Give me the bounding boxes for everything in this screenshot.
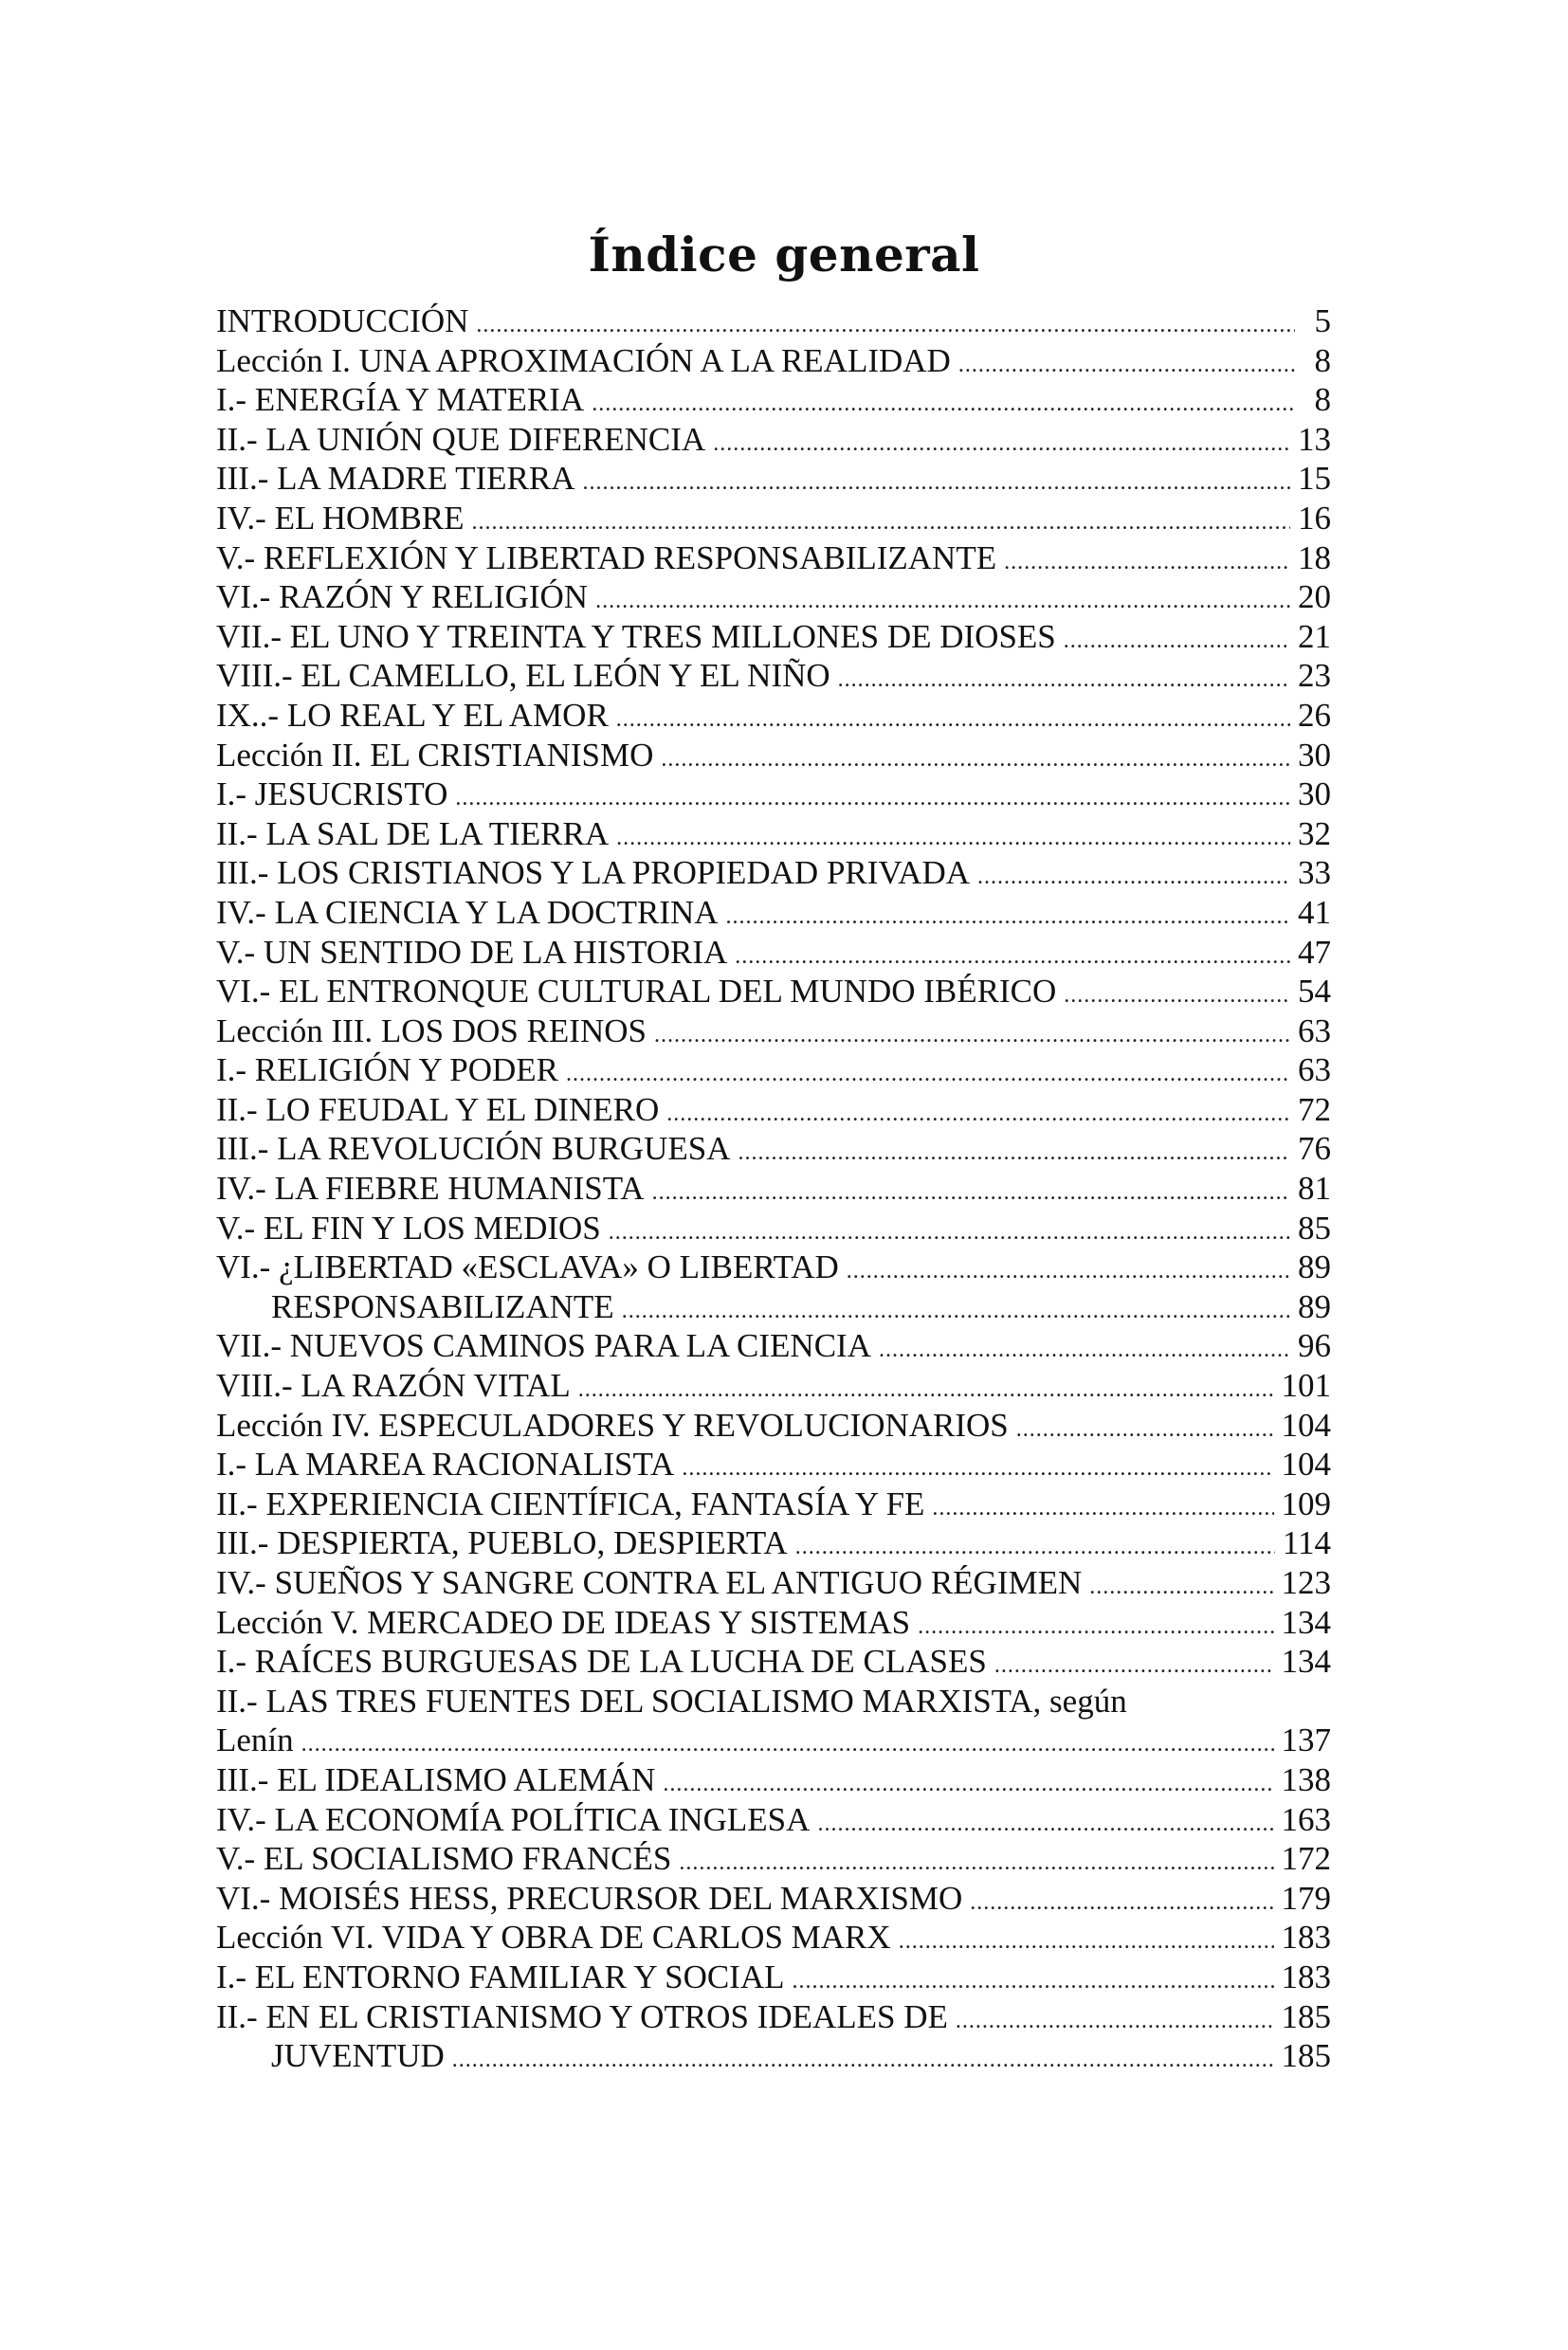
toc-entry-page: 89 <box>1298 1248 1331 1286</box>
dot-leader <box>958 346 1295 381</box>
toc-entry-label: RESPONSABILIZANTE <box>271 1287 614 1325</box>
toc-entry[interactable] <box>216 1011 1331 1051</box>
toc-entry-label: III.- LA MADRE TIERRA <box>216 460 575 498</box>
toc-entry-label: II.- LO FEUDAL Y EL DINERO <box>216 1090 660 1128</box>
dot-leader <box>682 1449 1273 1485</box>
toc-entry-page: 76 <box>1298 1130 1331 1168</box>
dot-leader <box>738 1134 1290 1169</box>
dot-leader <box>977 858 1290 893</box>
toc-entry-label: IV.- SUEÑOS Y SANGRE CONTRA EL ANTIGUO RÉGIMEN <box>216 1564 1083 1601</box>
toc-entry[interactable] <box>216 1918 1331 1958</box>
toc-entry[interactable] <box>216 499 1331 538</box>
toc-entry[interactable] <box>216 1209 1331 1248</box>
dot-leader <box>956 2002 1274 2037</box>
toc-entry-label: I.- LA MAREA RACIONALISTA <box>216 1446 675 1484</box>
toc-entry-label: Lección I. UNA APROXIMACIÓN A LA REALIDAD <box>216 341 951 379</box>
toc-entry-page: 101 <box>1281 1367 1331 1405</box>
dot-leader <box>616 819 1290 854</box>
toc-entry-label: IV.- LA FIEBRE HUMANISTA <box>216 1170 645 1208</box>
dot-leader <box>566 1055 1290 1090</box>
toc-entry[interactable] <box>216 420 1331 460</box>
toc-entry[interactable] <box>216 1287 1331 1327</box>
toc-entry[interactable] <box>216 1523 1331 1563</box>
toc-entry-label: Lección II. EL CRISTIANISMO <box>216 736 654 774</box>
toc-entry-page: 104 <box>1281 1446 1331 1484</box>
toc-entry-label: V.- EL SOCIALISMO FRANCÉS <box>216 1840 672 1878</box>
toc-entry-page: 163 <box>1281 1800 1331 1838</box>
toc-entry[interactable] <box>216 459 1331 499</box>
dot-leader <box>654 1016 1290 1051</box>
toc-entry[interactable] <box>216 380 1331 420</box>
toc-entry-label: II.- LA UNIÓN QUE DIFERENCIA <box>216 420 706 458</box>
toc-entry-label: Lección V. MERCADEO DE IDEAS Y SISTEMAS <box>216 1603 911 1641</box>
toc-entry[interactable] <box>216 972 1331 1011</box>
dot-leader <box>1064 622 1290 657</box>
toc-entry-label: IX..- LO REAL Y EL AMOR <box>216 696 609 734</box>
toc-entry-page: 26 <box>1298 696 1331 734</box>
toc-entry[interactable] <box>216 853 1331 893</box>
dot-leader <box>817 1805 1273 1840</box>
toc-entry[interactable] <box>216 893 1331 933</box>
toc-entry[interactable] <box>216 1603 1331 1643</box>
toc-entry-page: 72 <box>1298 1090 1331 1128</box>
toc-entry-page: 20 <box>1298 578 1331 616</box>
toc-entry-page: 179 <box>1281 1879 1331 1917</box>
toc-entry-label: I.- RAÍCES BURGUESAS DE LA LUCHA DE CLASES <box>216 1643 987 1681</box>
toc-entry-label: VI.- MOISÉS HESS, PRECURSOR DEL MARXISMO <box>216 1879 963 1917</box>
toc-entry[interactable] <box>216 1485 1331 1524</box>
toc-entry-page: 23 <box>1298 657 1331 695</box>
toc-entry-label: VI.- EL ENTRONQUE CULTURAL DEL MUNDO IBÉRICO <box>216 973 1057 1011</box>
dot-leader <box>609 1213 1290 1248</box>
toc-entry-page: 8 <box>1314 341 1331 379</box>
toc-entry-page: 5 <box>1314 302 1331 339</box>
toc-entry-label: VI.- RAZÓN Y RELIGIÓN <box>216 578 589 616</box>
toc-entry[interactable] <box>216 1248 1331 1287</box>
dot-leader <box>795 1528 1275 1563</box>
toc-entry-page: 21 <box>1298 617 1331 655</box>
toc-entry-label: IV.- LA ECONOMÍA POLÍTICA INGLESA <box>216 1800 811 1838</box>
toc-entry-label: V.- REFLEXIÓN Y LIBERTAD RESPONSABILIZANTE <box>216 538 997 576</box>
dot-leader <box>661 740 1290 775</box>
toc-entry-page: 134 <box>1281 1603 1331 1641</box>
toc-entry-label: III.- LA REVOLUCIÓN BURGUESA <box>216 1130 731 1168</box>
dot-leader <box>970 1884 1273 1919</box>
dot-leader <box>726 898 1290 933</box>
dot-leader <box>592 385 1295 420</box>
dot-leader <box>932 1489 1273 1524</box>
toc-entry[interactable] <box>216 774 1331 814</box>
toc-entry-label: INTRODUCCIÓN <box>216 302 469 339</box>
toc-entry[interactable] <box>216 301 1331 341</box>
toc-entry-page: 109 <box>1281 1485 1331 1522</box>
toc-entry[interactable] <box>216 1050 1331 1090</box>
toc-entry-label: II.- LA SAL DE LA TIERRA <box>216 814 610 852</box>
toc-entry-page: 137 <box>1281 1722 1331 1759</box>
toc-entry-page: 16 <box>1298 499 1331 537</box>
toc-entry-label: III.- LOS CRISTIANOS Y LA PROPIEDAD PRIVADA <box>216 854 971 892</box>
toc-entry[interactable] <box>216 933 1331 973</box>
toc-entry-page: 81 <box>1298 1170 1331 1208</box>
toc-entry-label: IV.- EL HOMBRE <box>216 499 465 537</box>
toc-entry-page: 33 <box>1298 854 1331 892</box>
toc-entry-label: II.- LAS TRES FUENTES DEL SOCIALISMO MARXISTA, según <box>216 1682 1127 1720</box>
toc-entry[interactable] <box>216 656 1331 696</box>
toc-entry-page: 114 <box>1282 1524 1331 1562</box>
toc-entry[interactable] <box>216 1958 1331 1997</box>
toc-entry[interactable] <box>216 538 1331 578</box>
toc-entry-page: 185 <box>1281 2037 1331 2075</box>
toc-entry-label: JUVENTUD <box>271 2037 445 2075</box>
dot-leader <box>994 1647 1274 1682</box>
toc-entry[interactable] <box>216 1800 1331 1840</box>
toc-entry-label: III.- EL IDEALISMO ALEMÁN <box>216 1760 656 1798</box>
dot-leader <box>713 425 1290 460</box>
toc-entry[interactable] <box>216 1445 1331 1485</box>
toc-entry-label: Lección IV. ESPECULADORES Y REVOLUCIONARIOS <box>216 1406 1009 1444</box>
toc-entry[interactable] <box>216 1997 1331 2037</box>
dot-leader <box>455 779 1290 814</box>
toc-entry-label: VII.- NUEVOS CAMINOS PARA LA CIENCIA <box>216 1327 871 1365</box>
toc-entry[interactable] <box>216 1839 1331 1879</box>
toc-entry-page: 8 <box>1314 381 1331 419</box>
toc-entry-label: VIII.- LA RAZÓN VITAL <box>216 1367 571 1405</box>
toc-entry-page: 123 <box>1281 1564 1331 1601</box>
toc-entry-label: III.- DESPIERTA, PUEBLO, DESPIERTA <box>216 1524 788 1562</box>
toc-entry-page: 41 <box>1298 893 1331 931</box>
toc-entry-label: VII.- EL UNO Y TREINTA Y TRES MILLONES DE DIOSES <box>216 617 1056 655</box>
dot-leader <box>652 1174 1290 1209</box>
toc-entry-label: IV.- LA CIENCIA Y LA DOCTRINA <box>216 893 719 931</box>
dot-leader <box>1064 976 1290 1011</box>
toc-entry-page: 30 <box>1298 736 1331 774</box>
toc-entry-page: 13 <box>1298 420 1331 458</box>
toc-entry-label: I.- JESUCRISTO <box>216 775 448 813</box>
dot-leader <box>838 661 1290 696</box>
toc-entry[interactable] <box>216 1169 1331 1209</box>
toc-entry-page: 63 <box>1298 1051 1331 1089</box>
dot-leader <box>735 938 1290 973</box>
toc-entry-label: I.- RELIGIÓN Y PODER <box>216 1051 558 1089</box>
dot-leader <box>793 1962 1274 1997</box>
dot-leader <box>847 1252 1290 1287</box>
toc-entry[interactable] <box>216 577 1331 617</box>
toc-entry[interactable] <box>216 1721 1331 1760</box>
toc-entry[interactable] <box>216 1760 1331 1800</box>
dot-leader <box>301 1725 1274 1760</box>
dot-leader <box>595 582 1290 617</box>
toc-entry-label: Lenín <box>216 1722 294 1759</box>
toc-entry-label: Lección VI. VIDA Y OBRA DE CARLOS MARX <box>216 1919 891 1957</box>
dot-leader <box>472 503 1290 538</box>
dot-leader <box>583 464 1291 499</box>
toc-entry-page: 185 <box>1281 1997 1331 2035</box>
toc-entry[interactable] <box>216 617 1331 657</box>
toc-entry-page: 30 <box>1298 775 1331 813</box>
toc-entry-label: I.- ENERGÍA Y MATERIA <box>216 381 585 419</box>
toc-entry-page: 96 <box>1298 1327 1331 1365</box>
toc-entry-label: VI.- ¿LIBERTAD «ESCLAVA» O LIBERTAD <box>216 1248 839 1286</box>
page-title: Índice general <box>588 226 980 282</box>
dot-leader <box>663 1765 1273 1800</box>
toc-entry-page: 15 <box>1298 460 1331 498</box>
dot-leader <box>622 1292 1290 1327</box>
dot-leader <box>1089 1568 1273 1603</box>
toc-entry-page: 85 <box>1298 1209 1331 1247</box>
dot-leader <box>1004 543 1290 578</box>
dot-leader <box>616 701 1290 736</box>
toc-entry-label: II.- EN EL CRISTIANISMO Y OTROS IDEALES DE <box>216 1997 948 2035</box>
toc-entry[interactable] <box>216 1879 1331 1919</box>
toc-entry-page: 47 <box>1298 933 1331 971</box>
toc-entry-page: 32 <box>1298 814 1331 852</box>
toc-entry-page: 89 <box>1298 1287 1331 1325</box>
toc-entry[interactable] <box>216 1366 1331 1406</box>
toc-entry[interactable] <box>216 1129 1331 1169</box>
toc-entry[interactable] <box>216 736 1331 775</box>
toc-entry[interactable] <box>216 1090 1331 1130</box>
dot-leader <box>899 1922 1274 1958</box>
toc-entry-page: 134 <box>1281 1643 1331 1681</box>
toc-entry-label: II.- EXPERIENCIA CIENTÍFICA, FANTASÍA Y FE <box>216 1485 925 1522</box>
dot-leader <box>452 2041 1274 2076</box>
dot-leader <box>879 1331 1290 1366</box>
dot-leader <box>578 1371 1274 1406</box>
table-of-contents <box>216 301 1331 2076</box>
toc-entry[interactable] <box>216 1563 1331 1603</box>
toc-entry-page: 18 <box>1298 538 1331 576</box>
toc-entry[interactable] <box>216 1682 1331 1722</box>
toc-entry-page: 104 <box>1281 1406 1331 1444</box>
toc-entry-label: VIII.- EL CAMELLO, EL LEÓN Y EL NIÑO <box>216 657 830 695</box>
toc-entry-page: 54 <box>1298 973 1331 1011</box>
toc-entry[interactable] <box>216 2036 1331 2076</box>
dot-leader <box>1016 1411 1274 1446</box>
toc-entry[interactable] <box>216 1326 1331 1366</box>
dot-leader <box>679 1844 1273 1879</box>
toc-entry-label: Lección III. LOS DOS REINOS <box>216 1011 647 1049</box>
toc-entry[interactable] <box>216 1406 1331 1446</box>
toc-entry-page: 183 <box>1281 1958 1331 1995</box>
toc-entry-label: V.- UN SENTIDO DE LA HISTORIA <box>216 933 728 971</box>
dot-leader <box>666 1095 1290 1130</box>
toc-entry-page: 183 <box>1281 1919 1331 1957</box>
toc-entry-page: 138 <box>1281 1760 1331 1798</box>
toc-entry-page: 172 <box>1281 1840 1331 1878</box>
toc-entry-label: V.- EL FIN Y LOS MEDIOS <box>216 1209 601 1247</box>
toc-entry-label: I.- EL ENTORNO FAMILIAR Y SOCIAL <box>216 1958 785 1995</box>
toc-entry[interactable] <box>216 341 1331 381</box>
dot-leader <box>918 1608 1273 1643</box>
toc-entry-page: 63 <box>1298 1011 1331 1049</box>
toc-entry[interactable] <box>216 696 1331 736</box>
toc-entry[interactable] <box>216 1642 1331 1682</box>
toc-entry[interactable] <box>216 814 1331 854</box>
dot-leader <box>476 306 1295 341</box>
